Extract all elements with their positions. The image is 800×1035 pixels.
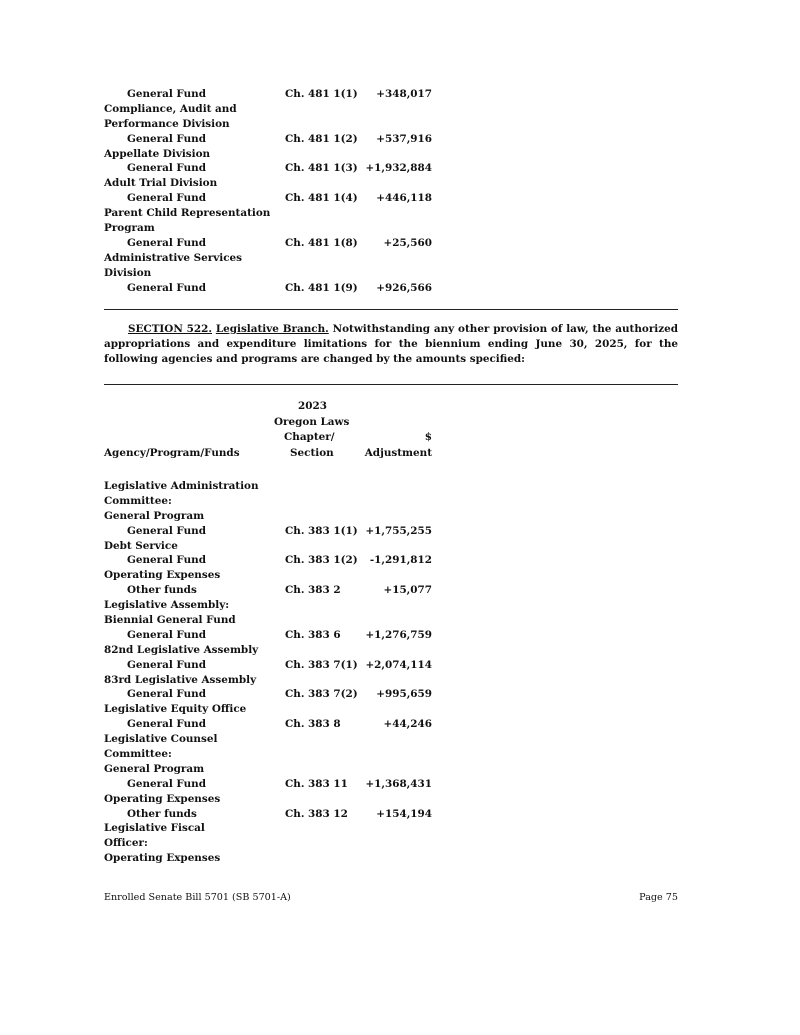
table-row bbox=[104, 191, 444, 206]
fund-label: General Fund bbox=[127, 281, 206, 294]
divider bbox=[104, 384, 678, 385]
agency-heading bbox=[104, 598, 444, 613]
table-row bbox=[104, 524, 444, 539]
section-title: Legislative Branch. bbox=[215, 323, 329, 335]
agency-heading bbox=[104, 102, 444, 117]
section-text: Notwithstanding any other provision of law, the authorized appropriations and expenditure limitations for the biennium ending June 30, 2025, for the following agencies and programs are changed by the amounts specified: bbox=[104, 323, 679, 365]
chapter-section: Ch. 383 7(1) bbox=[285, 658, 358, 671]
fund-label: Other funds bbox=[127, 584, 197, 597]
agency-heading bbox=[104, 539, 444, 554]
table-row bbox=[104, 807, 444, 822]
heading-label: 83rd Legislative Assembly bbox=[104, 673, 257, 686]
adjustment-amount: +537,916 bbox=[376, 132, 432, 145]
heading-label: Legislative Administration bbox=[104, 480, 259, 492]
table-row bbox=[104, 161, 444, 176]
agency-heading bbox=[104, 851, 444, 866]
adjustment-amount: +995,659 bbox=[376, 688, 432, 701]
heading-label: Appellate Division bbox=[104, 147, 211, 160]
fund-label: General Fund bbox=[127, 718, 206, 731]
adjustment-amount: +446,118 bbox=[376, 192, 432, 205]
fund-label: General Fund bbox=[127, 628, 206, 641]
fund-label: General Fund bbox=[127, 658, 206, 671]
agency-heading bbox=[104, 747, 444, 762]
fund-label: Other funds bbox=[127, 807, 197, 820]
agency-heading bbox=[104, 821, 444, 836]
heading-label: Operating Expenses bbox=[104, 569, 221, 582]
chapter-section: Ch. 383 8 bbox=[285, 718, 341, 731]
adjustment-amount: +2,074,114 bbox=[365, 658, 432, 671]
adjustment-amount: -1,291,812 bbox=[369, 554, 432, 567]
heading-label: Performance Division bbox=[104, 117, 230, 130]
agency-heading bbox=[104, 762, 444, 777]
agency-heading bbox=[104, 251, 444, 266]
chapter-section: Ch. 481 1(8) bbox=[285, 236, 358, 249]
header-oregon-laws: Oregon Laws bbox=[274, 415, 350, 428]
agency-heading bbox=[104, 494, 444, 509]
heading-label: Legislative Assembly: bbox=[104, 599, 230, 612]
agency-heading bbox=[104, 732, 444, 747]
agency-heading bbox=[104, 479, 444, 494]
heading-label: Operating Expenses bbox=[104, 792, 221, 805]
fund-label: General Fund bbox=[127, 554, 206, 567]
heading-label: Division bbox=[104, 266, 152, 279]
adjustment-amount: +44,246 bbox=[383, 718, 432, 731]
heading-label: Parent Child Representation bbox=[104, 207, 271, 220]
adjustment-amount: +15,077 bbox=[383, 584, 432, 597]
legislative-branch-table bbox=[104, 479, 444, 866]
agency-heading bbox=[104, 117, 444, 132]
heading-label: General Program bbox=[104, 762, 205, 775]
header-agency: Agency/Program/Funds bbox=[104, 446, 240, 459]
chapter-section: Ch. 383 12 bbox=[285, 807, 348, 820]
header-year: 2023 bbox=[298, 400, 327, 412]
fund-label: General Fund bbox=[127, 88, 206, 100]
previous-section-table bbox=[104, 87, 444, 295]
fund-label: General Fund bbox=[127, 192, 206, 205]
chapter-section: Ch. 383 1(2) bbox=[285, 554, 358, 567]
section-paragraph bbox=[104, 322, 678, 367]
fund-label: General Fund bbox=[127, 777, 206, 790]
heading-label: Compliance, Audit and bbox=[104, 102, 237, 115]
header-chapter: Chapter/ bbox=[284, 431, 335, 443]
chapter-section: Ch. 383 6 bbox=[285, 628, 341, 641]
chapter-section: Ch. 481 1(2) bbox=[285, 132, 358, 145]
adjustment-amount: +154,194 bbox=[376, 807, 432, 820]
chapter-section: Ch. 481 1(4) bbox=[285, 192, 358, 205]
header-dollar: $ bbox=[424, 431, 432, 443]
agency-heading bbox=[104, 643, 444, 658]
heading-label: Debt Service bbox=[104, 539, 178, 552]
agency-heading bbox=[104, 792, 444, 807]
chapter-section: Ch. 383 2 bbox=[285, 584, 341, 597]
fund-label: General Fund bbox=[127, 132, 206, 145]
heading-label: 82nd Legislative Assembly bbox=[104, 643, 259, 656]
adjustment-amount: +1,932,884 bbox=[365, 162, 432, 175]
agency-heading bbox=[104, 206, 444, 221]
adjustment-amount: +348,017 bbox=[376, 88, 432, 100]
chapter-section: Ch. 481 1(3) bbox=[285, 162, 358, 175]
chapter-section: Ch. 481 1(1) bbox=[285, 88, 358, 100]
heading-label: Administrative Services bbox=[104, 251, 243, 264]
adjustment-amount: +1,368,431 bbox=[365, 777, 432, 790]
fund-label: General Fund bbox=[127, 162, 206, 175]
divider bbox=[104, 309, 678, 310]
section-number: SECTION 522. bbox=[128, 323, 212, 335]
agency-heading bbox=[104, 176, 444, 191]
table-row bbox=[104, 87, 444, 102]
heading-label: General Program bbox=[104, 509, 205, 522]
heading-label: Biennial General Fund bbox=[104, 614, 236, 627]
chapter-section: Ch. 383 1(1) bbox=[285, 524, 358, 537]
heading-label: Legislative Fiscal bbox=[104, 822, 205, 835]
agency-heading bbox=[104, 673, 444, 688]
agency-heading bbox=[104, 613, 444, 628]
adjustment-amount: +1,755,255 bbox=[365, 524, 432, 537]
heading-label: Committee: bbox=[104, 748, 172, 761]
agency-heading bbox=[104, 147, 444, 162]
table-row bbox=[104, 777, 444, 792]
fund-label: General Fund bbox=[127, 524, 206, 537]
table-row bbox=[104, 553, 444, 568]
footer-page-number: Page 75 bbox=[639, 892, 678, 903]
agency-heading bbox=[104, 568, 444, 583]
agency-heading bbox=[104, 221, 444, 236]
agency-heading bbox=[104, 702, 444, 717]
fund-label: General Fund bbox=[127, 688, 206, 701]
heading-label: Adult Trial Division bbox=[104, 177, 218, 190]
adjustment-amount: +1,276,759 bbox=[365, 628, 432, 641]
heading-label: Program bbox=[104, 222, 155, 235]
agency-heading bbox=[104, 266, 444, 281]
heading-label: Operating Expenses bbox=[104, 852, 221, 865]
chapter-section: Ch. 481 1(9) bbox=[285, 281, 358, 294]
adjustment-amount: +926,566 bbox=[376, 281, 432, 294]
agency-heading bbox=[104, 509, 444, 524]
table-header bbox=[104, 399, 434, 463]
table-row bbox=[104, 236, 444, 251]
heading-label: Committee: bbox=[104, 494, 172, 507]
table-row bbox=[104, 658, 444, 673]
chapter-section: Ch. 383 7(2) bbox=[285, 688, 358, 701]
heading-label: Officer: bbox=[104, 837, 148, 850]
header-section: Section bbox=[290, 446, 334, 459]
table-row bbox=[104, 281, 444, 296]
table-row bbox=[104, 717, 444, 732]
header-adjustment: Adjustment bbox=[364, 446, 432, 459]
adjustment-amount: +25,560 bbox=[383, 236, 432, 249]
heading-label: Legislative Counsel bbox=[104, 733, 218, 746]
agency-heading bbox=[104, 836, 444, 851]
table-row bbox=[104, 687, 444, 702]
chapter-section: Ch. 383 11 bbox=[285, 777, 348, 790]
footer-bill: Enrolled Senate Bill 5701 (SB 5701-A) bbox=[104, 892, 291, 903]
table-row bbox=[104, 132, 444, 147]
table-row bbox=[104, 628, 444, 643]
heading-label: Legislative Equity Office bbox=[104, 703, 247, 716]
fund-label: General Fund bbox=[127, 236, 206, 249]
table-row bbox=[104, 583, 444, 598]
